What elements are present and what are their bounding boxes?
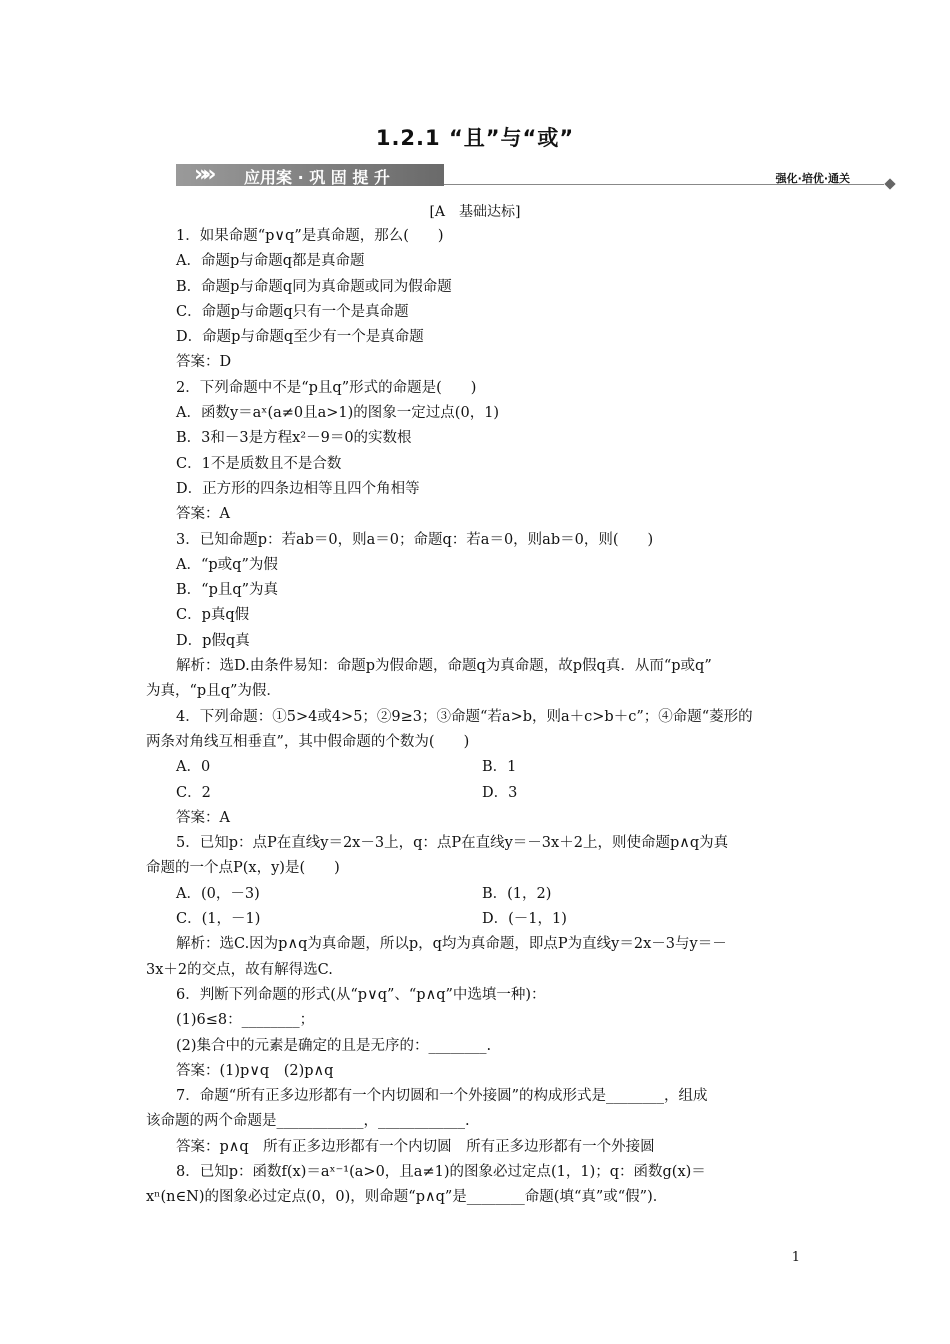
- text-line: D．p假q真: [176, 632, 250, 649]
- option: C．(1，－1): [176, 911, 261, 928]
- text-line: A．函数y＝aˣ(a≠0且a>1)的图象一定过点(0，1): [176, 405, 500, 422]
- text-line: 命题的一个点P(x，y)是( ): [146, 860, 340, 877]
- option: B．1: [482, 759, 517, 776]
- option: D．3: [482, 784, 518, 801]
- text-line: (2)集合中的元素是确定的且是无序的：________.: [176, 1037, 492, 1054]
- text-line: 答案：A: [176, 506, 230, 523]
- text-line: C．命题p与命题q只有一个是真命题: [176, 303, 409, 320]
- banner-tag: 强化·培优·通关: [775, 172, 850, 185]
- option: C．2: [176, 784, 211, 801]
- text-line: B．3和－3是方程x²－9＝0的实数根: [176, 430, 412, 447]
- text-line: 1．如果命题“p∨q”是真命题，那么( ): [176, 228, 444, 244]
- text-line: 答案：p∧q 所有正多边形都有一个内切圆 所有正多边形都有一个外接圆: [176, 1138, 655, 1155]
- text-line: 答案：(1)p∨q (2)p∧q: [176, 1062, 334, 1079]
- option: D．(－1，1): [482, 911, 567, 928]
- diamond-icon: [884, 178, 895, 189]
- text-line: A．“p或q”为假: [176, 556, 278, 573]
- text-line: 两条对角线互相垂直”，其中假命题的个数为( ): [146, 733, 470, 750]
- text-line: C．1不是质数且不是合数: [176, 455, 342, 472]
- text-line: 3．已知命题p：若ab＝0，则a＝0；命题q：若a＝0，则ab＝0，则( ): [176, 531, 654, 548]
- text-line: (1)6≤8：________；: [176, 1012, 315, 1029]
- text-line: C．p真q假: [176, 607, 250, 624]
- options-row: [146, 755, 806, 780]
- text-line: B．“p且q”为真: [176, 582, 279, 599]
- section-banner: [176, 160, 900, 190]
- text-line: 答案：D: [176, 354, 232, 371]
- text-line: D．命题p与命题q至少有一个是真命题: [176, 329, 424, 346]
- option: A．(0，－3): [176, 885, 260, 902]
- text-line: 8．已知p：函数f(x)＝aˣ⁻¹(a>0，且a≠1)的图象必过定点(1，1)；q：函数g(x)＝: [176, 1163, 706, 1180]
- text-line: 3x＋2的交点，故有解得选C.: [146, 961, 333, 978]
- exercise-content: [146, 224, 806, 1211]
- options-row: [146, 882, 806, 907]
- text-line: A．命题p与命题q都是真命题: [176, 253, 365, 270]
- chevron-icon: »»: [194, 162, 211, 187]
- answer-line: 答案：A: [176, 809, 230, 826]
- option: A．0: [176, 759, 211, 776]
- page-number: 1: [791, 1250, 800, 1265]
- page-title: 1.2.1 “且”与“或”: [375, 126, 575, 150]
- options-row: [146, 907, 806, 932]
- text-line: 为真，“p且q”为假．: [146, 683, 281, 700]
- text-line: 该命题的两个命题是____________，____________.: [146, 1113, 470, 1130]
- text-line: 5．已知p：点P在直线y＝2x－3上，q：点P在直线y＝－3x＋2上，则使命题p∧q为真: [176, 835, 729, 852]
- text-line: 4．下列命题：①5>4或4>5；②9≥3；③命题“若a>b，则a＋c>b＋c”；④命题“菱形的: [176, 708, 753, 725]
- text-line: 6．判断下列命题的形式(从“p∨q”、“p∧q”中选填一种)：: [176, 986, 546, 1003]
- text-line: 解析：选D.由条件易知：命题p为假命题，命题q为真命题，故p假q真．从而“p或q”: [176, 658, 712, 675]
- options-row: [146, 781, 806, 806]
- option: B．(1，2): [482, 885, 552, 902]
- text-line: B．命题p与命题q同为真命题或同为假命题: [176, 278, 452, 295]
- banner-label: 应用案 · 巩 固 提 升: [244, 168, 390, 187]
- text-line: D．正方形的四条边相等且四个角相等: [176, 480, 420, 497]
- text-line: xⁿ(n∈N)的图象必过定点(0，0)，则命题“p∧q”是________命题(填“真”或“假”)．: [146, 1189, 668, 1206]
- text-line: 7．命题“所有正多边形都有一个内切圆和一个外接圆”的构成形式是________，组成: [176, 1088, 708, 1105]
- section-heading: [A 基础达标]: [429, 204, 521, 220]
- text-line: 2．下列命题中不是“p且q”形式的命题是( ): [176, 379, 477, 396]
- text-line: 解析：选C.因为p∧q为真命题，所以p，q均为真命题，即点P为直线y＝2x－3与y＝－: [176, 936, 727, 953]
